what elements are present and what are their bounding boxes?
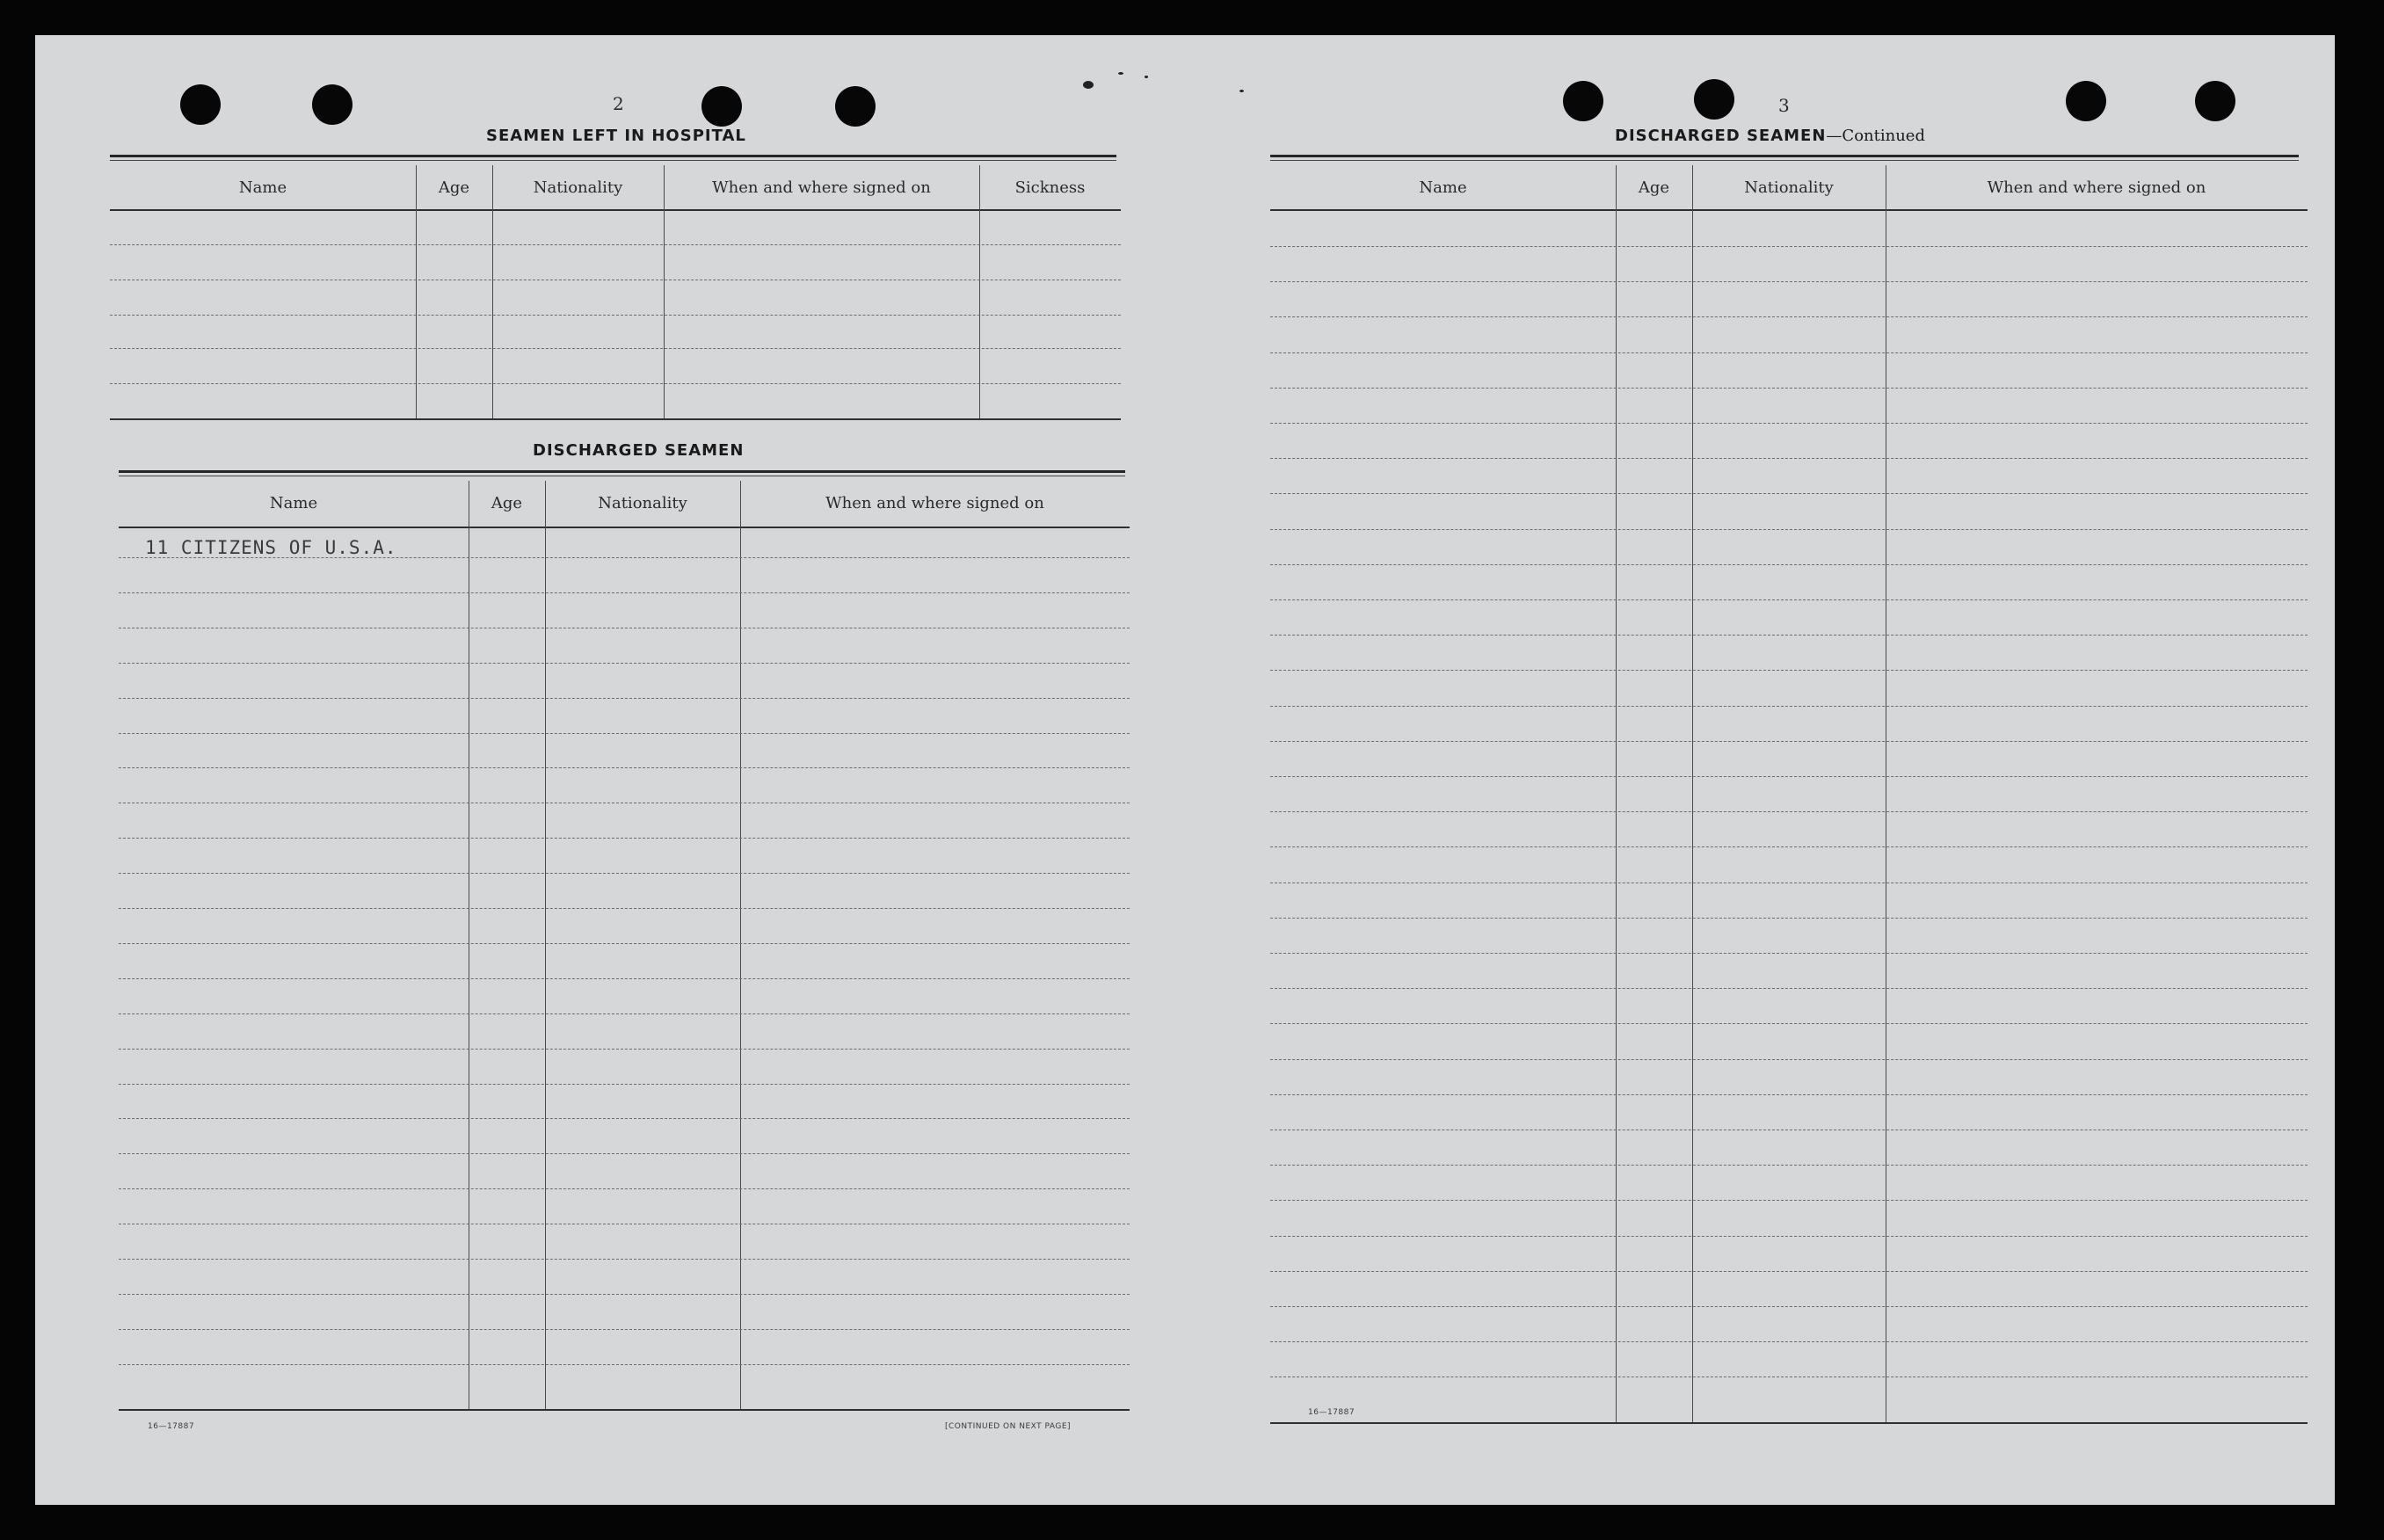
page-number-right: 3 <box>1778 95 1790 116</box>
punch-hole <box>1563 81 1603 121</box>
page-number-left: 2 <box>613 93 624 114</box>
table-row <box>119 838 1130 839</box>
ink-speck <box>1145 76 1148 78</box>
punch-hole <box>312 84 353 125</box>
title-rule <box>1270 155 2299 157</box>
table-row <box>119 1259 1130 1260</box>
table-header <box>110 165 1121 209</box>
table-row <box>1270 776 2308 777</box>
table-header <box>119 481 1130 525</box>
discharged-table <box>119 481 1130 1411</box>
table-row <box>119 1049 1130 1050</box>
table-row <box>1270 423 2308 424</box>
table-row <box>1270 458 2308 459</box>
table-row <box>1270 529 2308 530</box>
table-row <box>119 908 1130 909</box>
table-row <box>1270 1236 2308 1237</box>
table-row <box>1270 388 2308 389</box>
punch-hole <box>701 86 742 127</box>
ink-speck <box>1118 72 1123 75</box>
ledger-paper <box>35 35 2335 1505</box>
header-underline <box>110 209 1121 211</box>
table-row <box>119 1118 1130 1119</box>
title-rule-thin <box>110 160 1116 161</box>
punch-hole <box>835 86 876 127</box>
column-header-signed-on: When and where signed on <box>712 178 931 197</box>
section-title-suffix: —Continued <box>1826 127 1925 145</box>
table-bottom-rule <box>110 418 1121 420</box>
ink-speck <box>1239 90 1244 92</box>
column-divider <box>979 165 980 418</box>
table-row <box>1270 953 2308 954</box>
form-number-right: 16—17887 <box>1308 1408 1356 1417</box>
section-title-text: DISCHARGED SEAMEN <box>1615 127 1827 145</box>
table-row <box>1270 599 2308 600</box>
column-header-signed-on: When and where signed on <box>825 493 1044 512</box>
table-row <box>119 1084 1130 1085</box>
column-header-age: Age <box>1638 178 1670 197</box>
table-row <box>119 943 1130 944</box>
column-divider <box>1692 165 1693 1422</box>
table-row <box>119 698 1130 699</box>
column-header-sickness: Sickness <box>1014 178 1086 197</box>
table-row <box>1270 918 2308 919</box>
header-underline <box>119 527 1130 528</box>
column-header-nationality: Nationality <box>598 493 687 512</box>
table-row <box>119 733 1130 734</box>
table-row <box>119 1188 1130 1189</box>
table-row <box>119 1013 1130 1014</box>
column-divider <box>492 165 493 418</box>
table-row <box>110 348 1121 349</box>
title-rule <box>119 470 1125 473</box>
punch-hole <box>2066 81 2106 121</box>
table-row <box>1270 1059 2308 1060</box>
table-row <box>110 244 1121 245</box>
column-divider <box>545 481 546 1409</box>
table-row <box>1270 1200 2308 1201</box>
table-row <box>1270 1341 2308 1342</box>
column-header-age: Age <box>491 493 523 512</box>
table-row <box>119 1294 1130 1295</box>
column-header-name: Name <box>238 178 287 197</box>
punch-hole <box>1694 79 1734 120</box>
table-row <box>119 873 1130 874</box>
title-rule <box>110 155 1116 157</box>
column-divider <box>740 481 741 1409</box>
table-row <box>1270 1094 2308 1095</box>
table-row <box>110 383 1121 384</box>
table-header <box>1270 165 2308 209</box>
table-row <box>1270 846 2308 847</box>
title-rule-thin <box>1270 160 2299 161</box>
column-header-name: Name <box>1419 178 1467 197</box>
table-row <box>1270 281 2308 282</box>
hospital-table <box>110 165 1121 422</box>
ink-speck <box>1083 81 1094 89</box>
table-row <box>119 663 1130 664</box>
table-row <box>119 557 1130 558</box>
column-header-name: Name <box>269 493 318 512</box>
punch-hole <box>180 84 221 125</box>
typed-entry: 11 CITIZENS OF U.S.A. <box>145 537 397 558</box>
column-divider <box>664 165 665 418</box>
punch-hole <box>2195 81 2235 121</box>
section-title-discharged: DISCHARGED SEAMEN <box>533 441 745 460</box>
table-row <box>1270 1271 2308 1272</box>
table-row <box>119 1153 1130 1154</box>
column-header-signed-on: When and where signed on <box>1987 178 2206 197</box>
table-row <box>1270 564 2308 565</box>
table-row <box>1270 741 2308 742</box>
column-header-nationality: Nationality <box>533 178 623 197</box>
table-row <box>1270 316 2308 317</box>
discharged-continued-table <box>1270 165 2308 1433</box>
column-divider <box>416 165 417 418</box>
table-row <box>1270 1023 2308 1024</box>
table-row <box>1270 811 2308 812</box>
column-header-nationality: Nationality <box>1744 178 1834 197</box>
table-row <box>1270 246 2308 247</box>
table-row <box>1270 352 2308 353</box>
table-row <box>119 592 1130 593</box>
table-row <box>1270 670 2308 671</box>
table-row <box>110 315 1121 316</box>
header-underline <box>1270 209 2308 211</box>
table-row <box>119 767 1130 768</box>
table-bottom-rule <box>1270 1422 2308 1424</box>
table-row <box>1270 493 2308 494</box>
form-number-left: 16—17887 <box>148 1422 195 1431</box>
section-title-discharged-continued <box>1615 127 1925 145</box>
table-row <box>1270 988 2308 989</box>
table-row <box>1270 635 2308 636</box>
table-row <box>119 1364 1130 1365</box>
table-row <box>1270 1165 2308 1166</box>
section-title-hospital: SEAMEN LEFT IN HOSPITAL <box>486 127 746 145</box>
table-row <box>119 978 1130 979</box>
table-row <box>1270 1306 2308 1307</box>
column-header-age: Age <box>438 178 470 197</box>
continued-note: [CONTINUED ON NEXT PAGE] <box>945 1422 1072 1431</box>
table-bottom-rule <box>119 1409 1130 1411</box>
table-row <box>1270 706 2308 707</box>
table-row <box>119 1329 1130 1330</box>
column-divider <box>1616 165 1617 1422</box>
